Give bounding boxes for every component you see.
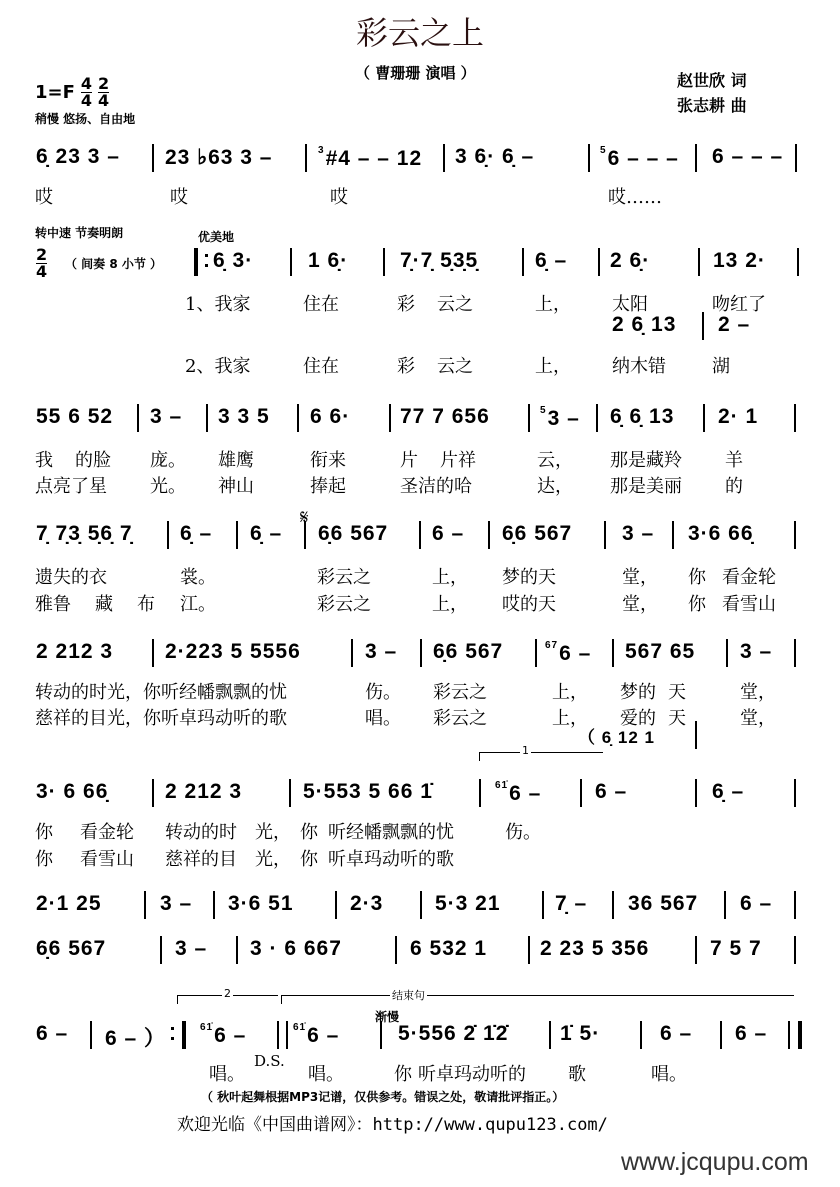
measure: 6̣ –	[535, 249, 568, 272]
measure: 77 7 656	[400, 405, 490, 428]
grace-note: 67	[545, 640, 559, 651]
barline	[443, 144, 445, 172]
lyric-syllable: 唱。	[308, 1064, 344, 1085]
tempo-change: 转中速 节奏明朗	[35, 226, 124, 240]
volta-label: 1	[522, 744, 529, 757]
volta-bracket	[479, 752, 603, 761]
barline	[588, 144, 590, 172]
repeat-start-barline	[194, 248, 205, 276]
lyric-syllable: 你	[35, 822, 53, 843]
lyric-syllable: 你	[300, 822, 318, 843]
measure: 1 6̣·	[308, 249, 349, 272]
volta-label: 2	[224, 987, 231, 1000]
barline	[672, 521, 674, 549]
measure: 6 – ）	[105, 1027, 167, 1050]
barline	[420, 891, 422, 919]
grace-note: 61̇	[495, 780, 509, 791]
lyric-syllable: 彩云之	[317, 567, 371, 588]
measure: 6̣6 567	[502, 522, 573, 545]
time-signature-4-4	[81, 76, 92, 109]
numerator: 2	[36, 245, 48, 264]
barline	[290, 248, 292, 276]
lyric-syllable: 云，	[537, 450, 573, 471]
lyric-syllable: 上，	[535, 356, 571, 377]
barline	[479, 779, 481, 807]
measure: 5·553 5 66 1̇	[303, 780, 433, 803]
lyric-syllable: 堂，	[740, 708, 776, 729]
numerator: 2	[98, 74, 110, 93]
denominator: 4	[98, 91, 110, 110]
repeat-end-barline	[175, 1021, 186, 1049]
lyric-syllable: 彩云之	[433, 682, 487, 703]
barline	[351, 639, 353, 667]
lyric-syllable: 哎的天	[502, 594, 556, 615]
volta-bracket	[281, 995, 794, 1004]
measure: 2·223 5 5556	[165, 640, 301, 663]
double-barline	[277, 1021, 288, 1049]
lyricist: 赵世欣 词	[677, 71, 747, 90]
barline	[596, 404, 598, 432]
expression-mark: 优美地	[198, 230, 235, 244]
lyric-syllable: 上，	[535, 294, 571, 315]
lyric-syllable: 片祥	[440, 450, 476, 471]
lyric-syllable: 上，	[552, 682, 588, 703]
lyric-syllable: 你	[35, 849, 53, 870]
measure-notes: 3 –	[547, 407, 580, 430]
barline	[206, 404, 208, 432]
barline	[542, 891, 544, 919]
measure: 6 – – –	[712, 145, 784, 168]
measure: 2 212 3	[165, 780, 243, 803]
measure: 6̣ –	[180, 522, 213, 545]
repeat-dots	[205, 254, 208, 257]
barline	[420, 639, 422, 667]
lyric-syllable: 湖	[712, 356, 730, 377]
key-signature: 1=F	[35, 82, 75, 103]
lyric-syllable: 神山	[218, 476, 254, 497]
lyric-syllable: 羊	[725, 450, 743, 471]
barline	[383, 248, 385, 276]
barline	[795, 144, 797, 172]
measure: 5·3 21	[435, 892, 501, 915]
lyric-syllable: 彩	[397, 356, 415, 377]
measure: 13 2·	[713, 249, 766, 272]
measure: 7̣ –	[555, 892, 588, 915]
barline	[488, 521, 490, 549]
performer: （ 曹珊珊 演唱 ）	[355, 64, 476, 82]
lyric-syllable: 看雪山	[80, 849, 134, 870]
lyric-syllable: 圣洁的哈	[400, 476, 472, 497]
measure: 6 –	[595, 780, 628, 803]
measure-notes: 6 –	[509, 782, 542, 805]
grace-note: 3	[318, 145, 325, 156]
barline	[167, 521, 169, 549]
lyric-syllable: 看雪山	[722, 594, 776, 615]
lyric-syllable: 转动的时光，你听经幡飘飘的忧	[35, 682, 287, 703]
lyric-syllable: 唱。	[651, 1064, 687, 1085]
measure: 2 6̣·	[610, 249, 651, 272]
lyric-syllable: 天	[668, 682, 686, 703]
measure: 6 –	[660, 1022, 693, 1045]
lyric-syllable: 爱的	[620, 708, 656, 729]
barline	[160, 936, 162, 964]
numerator: 4	[80, 74, 93, 93]
barline	[640, 1021, 642, 1049]
lyric-syllable: 哎	[330, 187, 348, 208]
measure: 7̣·7̣ 5̣3̣5̣	[400, 249, 479, 272]
lyric-syllable: 伤。	[505, 822, 541, 843]
measure: 6̣ –	[712, 780, 745, 803]
measure-notes: 6 –	[559, 642, 592, 665]
measure: 5·556 2̇ 1̇2̇	[398, 1022, 509, 1045]
barline	[695, 144, 697, 172]
barline	[419, 521, 421, 549]
repeat-dots	[171, 1027, 174, 1030]
grace-note: 5	[540, 405, 547, 416]
measure: 3 3 5	[218, 405, 270, 428]
barline	[695, 936, 697, 964]
barline	[213, 891, 215, 919]
barline	[794, 779, 796, 807]
barline	[236, 521, 238, 549]
barline	[522, 248, 524, 276]
measure: 7̣ 7̣3̣ 5̣6̣ 7̣	[36, 522, 133, 545]
measure: 6 –	[36, 1022, 69, 1045]
measure: 6̣ –	[250, 522, 283, 545]
barline	[612, 639, 614, 667]
measure: 2·3	[350, 892, 384, 915]
barline	[580, 779, 582, 807]
site-link[interactable]: 欢迎光临《中国曲谱网》：http://www.qupu123.com/	[177, 1115, 608, 1135]
barline	[794, 936, 796, 964]
measure: 6̣ 23 3 –	[36, 145, 120, 168]
lyric-syllable: 你	[394, 1064, 412, 1085]
barline	[703, 404, 705, 432]
measure: 6 532 1	[410, 937, 488, 960]
lyric-syllable: 那是美丽	[610, 476, 682, 497]
lyric-syllable: 太阳	[612, 294, 648, 315]
barline	[598, 248, 600, 276]
measure	[495, 780, 541, 806]
barline	[236, 936, 238, 964]
measure: 567 65	[625, 640, 696, 663]
watermark: www.jcqupu.com	[621, 1148, 809, 1176]
lyric-syllable: 1、我家	[185, 294, 251, 315]
lyric-syllable: 云之	[437, 294, 473, 315]
segno-sign: 𝄋	[300, 505, 309, 529]
measure: 2 –	[718, 313, 751, 336]
measure: 6̣6 567	[433, 640, 504, 663]
lyric-syllable: 堂，	[622, 594, 658, 615]
measure: 6 –	[735, 1022, 768, 1045]
volta-label: 结束句	[392, 989, 425, 1002]
lyric-syllable: 哎	[35, 187, 53, 208]
measure-notes: #4 – – 12	[325, 147, 423, 170]
lyric-syllable: 歌	[568, 1064, 586, 1085]
barline	[695, 721, 697, 749]
lyric-syllable: 慈祥的目	[165, 849, 237, 870]
lyric-syllable: 那是藏羚	[610, 450, 682, 471]
denominator: 4	[80, 91, 93, 110]
measure	[545, 640, 591, 666]
lyric-syllable: 捧起	[310, 476, 346, 497]
lyric-syllable: 彩云之	[433, 708, 487, 729]
measure: 2 212 3	[36, 640, 114, 663]
barline	[794, 891, 796, 919]
measure: 6̣ 6̣ 13	[610, 405, 675, 428]
barline	[144, 891, 146, 919]
lyric-syllable: 哎	[170, 187, 188, 208]
grace-note: 61̇	[200, 1022, 214, 1033]
lyric-syllable: 唱。	[365, 708, 401, 729]
barline	[794, 521, 796, 549]
barline	[549, 1021, 551, 1049]
lyric-syllable: 雅鲁	[35, 594, 71, 615]
measure-notes: 6 –	[214, 1024, 247, 1047]
measure: 6̣6 567	[318, 522, 389, 545]
barline	[335, 891, 337, 919]
lyric-syllable: 我	[35, 450, 53, 471]
barline	[794, 639, 796, 667]
lyric-syllable: 的脸	[75, 450, 111, 471]
measure	[540, 405, 580, 431]
measure: 3 · 6 667	[250, 937, 342, 960]
lyric-syllable: 江。	[180, 594, 216, 615]
lyric-syllable: 天	[668, 708, 686, 729]
measure: 55 6 52	[36, 405, 114, 428]
lyric-syllable: 你	[688, 567, 706, 588]
measure	[318, 145, 422, 171]
lyric-syllable: 2、我家	[185, 356, 251, 377]
barline	[604, 521, 606, 549]
grace-note: 5	[600, 145, 607, 156]
measure: 2 6̣ 13	[612, 313, 677, 336]
lyric-syllable: 哎……	[608, 187, 662, 208]
measure: 23 ♭63 3 –	[165, 146, 273, 169]
barline	[535, 639, 537, 667]
denominator: 4	[36, 262, 48, 281]
lyric-syllable: 光，	[255, 822, 291, 843]
barline	[698, 248, 700, 276]
measure: 3 –	[622, 522, 655, 545]
measure: 36 567	[628, 892, 699, 915]
barline	[152, 144, 154, 172]
measure: 1̇ 5·	[560, 1022, 601, 1045]
measure	[293, 1022, 339, 1048]
lyric-syllable: 上，	[552, 708, 588, 729]
lyric-syllable: 吻红了	[712, 294, 766, 315]
barline	[612, 891, 614, 919]
time-signature-2-4	[98, 76, 109, 109]
measure: 6̣ 3·	[213, 249, 254, 272]
measure: 6 –	[740, 892, 773, 915]
lyric-syllable: 上，	[432, 594, 468, 615]
lyric-syllable: 的	[725, 476, 743, 497]
lyric-syllable: 光，	[255, 849, 291, 870]
measure	[200, 1022, 246, 1048]
grace-note: 61̇	[293, 1022, 307, 1033]
measure: 3·6 66̣	[688, 522, 754, 545]
barline	[726, 639, 728, 667]
lyric-syllable: 伤。	[365, 682, 401, 703]
lyric-syllable: 庞。	[150, 450, 186, 471]
measure-notes: 6 – – –	[607, 147, 679, 170]
lyric-syllable: 遗失的衣	[35, 567, 107, 588]
measure: 3 –	[175, 937, 208, 960]
barline	[695, 779, 697, 807]
barline	[152, 639, 154, 667]
composer: 张志耕 曲	[677, 96, 747, 115]
barline	[289, 779, 291, 807]
barline	[794, 404, 796, 432]
lyric-syllable: 光。	[150, 476, 186, 497]
key-time-signature	[35, 76, 109, 109]
lyric-syllable: 转动的时	[165, 822, 237, 843]
barline	[395, 936, 397, 964]
lyric-syllable: 听经幡飘飘的忧	[328, 822, 454, 843]
lyric-syllable: 彩云之	[317, 594, 371, 615]
lyric-syllable: 纳木错	[612, 356, 666, 377]
lyric-syllable: 看金轮	[722, 567, 776, 588]
barline	[702, 312, 704, 340]
lyric-syllable: 达，	[537, 476, 573, 497]
time-signature-section2	[36, 245, 47, 280]
lyric-syllable: 点亮了星	[35, 476, 107, 497]
measure: 6 –	[432, 522, 465, 545]
lyric-syllable: 上，	[432, 567, 468, 588]
lyric-syllable: 堂，	[740, 682, 776, 703]
measure	[600, 145, 679, 171]
ritardando-mark: 渐慢	[375, 1010, 400, 1024]
measure-notes: 6 –	[307, 1024, 340, 1047]
measure: 3 –	[150, 405, 183, 428]
barline	[528, 404, 530, 432]
measure: 3·6 51	[228, 892, 294, 915]
lyric-syllable: 慈祥的目光，你听卓玛动听的歌	[35, 708, 287, 729]
barline	[152, 779, 154, 807]
lyric-syllable: 住在	[303, 356, 339, 377]
measure: 2 23 5 356	[540, 937, 650, 960]
measure: 2· 1	[718, 405, 759, 428]
reference-notes: （ 6̣ 12 1	[578, 728, 655, 747]
barline	[297, 404, 299, 432]
barline	[724, 891, 726, 919]
measure: 3 –	[740, 640, 773, 663]
barline	[305, 144, 307, 172]
lyric-syllable: 布	[137, 594, 155, 615]
measure: 3 –	[160, 892, 193, 915]
measure: 3 –	[365, 640, 398, 663]
lyric-syllable: 雄鹰	[218, 450, 254, 471]
barline	[720, 1021, 722, 1049]
measure: 3 6̣· 6̣ –	[455, 145, 535, 168]
lyric-syllable: 你	[300, 849, 318, 870]
measure: 6̣6 567	[36, 937, 107, 960]
lyric-syllable: 住在	[303, 294, 339, 315]
song-title: 彩云之上	[355, 14, 484, 52]
lyric-syllable: 片	[400, 450, 418, 471]
barline	[797, 248, 799, 276]
lyric-syllable: 堂，	[622, 567, 658, 588]
barline	[528, 936, 530, 964]
tempo-intro: 稍慢 悠扬、自由地	[35, 112, 136, 126]
barline	[137, 404, 139, 432]
measure: 3· 6 66̣	[36, 780, 109, 803]
lyric-syllable: 衔来	[310, 450, 346, 471]
barline	[90, 1021, 92, 1049]
lyric-syllable: 裳。	[180, 567, 216, 588]
lyric-syllable: 听卓玛动听的	[418, 1064, 526, 1085]
measure: 7 5 7	[710, 937, 762, 960]
final-barline	[788, 1021, 802, 1049]
lyric-syllable: 你	[688, 594, 706, 615]
dal-segno-mark: D.S.	[254, 1052, 285, 1070]
barline	[380, 1021, 382, 1049]
barline	[389, 404, 391, 432]
lyric-syllable: 藏	[95, 594, 113, 615]
lyric-syllable: 听卓玛动听的歌	[328, 849, 454, 870]
lyric-syllable: 彩	[397, 294, 415, 315]
lyric-syllable: 梦的天	[502, 567, 556, 588]
lyric-syllable: 云之	[437, 356, 473, 377]
transcriber-note: （ 秋叶起舞根据MP3记谱，仅供参考。错误之处，敬请批评指正。）	[201, 1090, 565, 1104]
lyric-syllable: 看金轮	[80, 822, 134, 843]
interlude-note: （ 间奏 8 小节 ）	[65, 257, 163, 271]
lyric-syllable: 梦的	[620, 682, 656, 703]
time-fraction	[36, 247, 47, 280]
measure: 6 6·	[310, 405, 351, 428]
lyric-syllable: 唱。	[209, 1064, 245, 1085]
measure: 2·1 25	[36, 892, 102, 915]
